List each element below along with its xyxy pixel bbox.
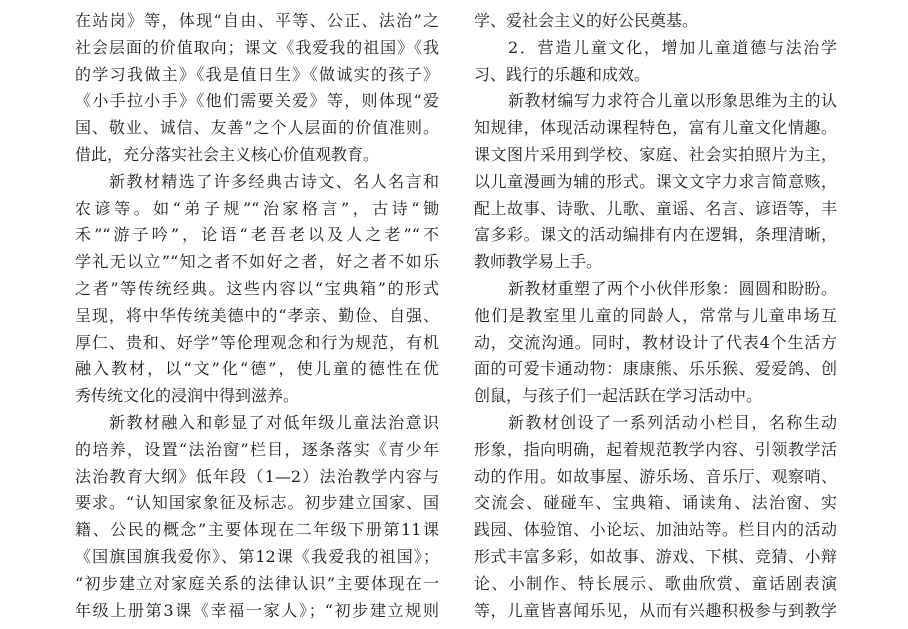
right-column	[474, 8, 837, 624]
text-line: 习、践行的乐趣和成效。	[474, 64, 651, 84]
text-line: 富多彩。课文的活动编排有内在逻辑，条理清晰，	[474, 225, 837, 245]
text-line: 厚仁、贵和、好学”等伦理观念和行为规范，有机	[75, 332, 439, 352]
text-line: 籍、公民的概念”主要体现在二年级下册第11课	[75, 520, 439, 540]
paragraph	[75, 410, 439, 624]
text-line: 学、爱社会主义的好公民奠基。	[474, 11, 699, 30]
paragraph	[474, 276, 837, 410]
text-line: 配上故事、诗歌、儿歌、童谣、名言、谚语等，丰	[474, 198, 837, 218]
text-line: 2．营造儿童文化，增加儿童道德与法治学	[508, 37, 837, 57]
text-line: 论、小制作、特长展示、歌曲欣赏、童话剧表演	[474, 573, 837, 593]
text-line: 等，儿童皆喜闻乐见，从而有兴趣积极参与到教学	[474, 600, 837, 620]
text-line: “初步建立对家庭关系的法律认识”主要体现在一	[75, 573, 439, 593]
text-line: 践园、体验馆、小论坛、加油站等。栏目内的活动	[474, 520, 837, 540]
text-line: 《小手拉小手》《他们需要关爱》等，则体现“爱	[75, 91, 439, 111]
section-heading	[474, 35, 837, 89]
text-line: 动的作用。如故事屋、游乐场、音乐厅、观察哨、	[474, 466, 837, 486]
paragraph	[474, 88, 837, 276]
paragraph	[75, 169, 439, 410]
text-line: 社会层面的价值取向；课文《我爱我的祖国》《我	[75, 37, 439, 57]
text-line: 教师教学易上手。	[474, 252, 603, 272]
text-line: 交流会、碰碰车、宝典箱、诵读角、法治窗、实	[474, 493, 837, 513]
text-line: 年级上册第3课《幸福一家人》；“初步建立规则	[75, 600, 439, 620]
text-line: 新教材创设了一系列活动小栏目，名称生动	[508, 412, 837, 432]
text-line: 新教材融入和彰显了对低年级儿童法治意识	[109, 412, 439, 432]
left-column	[75, 8, 439, 624]
text-line: 《国旗国旗我爱你》、第12课《我爱我的祖国》；	[75, 546, 439, 566]
text-line: 之者”等传统经典。这些内容以“宝典箱”的形式	[75, 278, 439, 298]
text-line: 创鼠，与孩子们一起活跃在学习活动中。	[474, 386, 763, 406]
text-line: 以儿童漫画为辅的形式。课文文字力求言简意赅，	[474, 171, 837, 191]
text-line: 呈现，将中华传统美德中的“孝亲、勤俭、自强、	[75, 305, 439, 325]
text-line: 的学习我做主》《我是值日生》《做诚实的孩子》	[75, 64, 439, 84]
text-line: 形象，指向明确，起着规范教学内容、引领教学活	[474, 439, 837, 459]
text-line: 秀传统文化的浸润中得到滋养。	[75, 386, 300, 406]
text-line: 要求。“认知国家象征及标志。初步建立国家、国	[75, 493, 439, 513]
text-line: 他们是教室里儿童的同龄人，常常与儿童串场互	[474, 305, 837, 325]
text-line: 课文图片采用到学校、家庭、社会实拍照片为主，	[474, 144, 837, 164]
paragraph	[474, 410, 837, 624]
text-line: 借此，充分落实社会主义核心价值观教育。	[75, 144, 380, 164]
text-line: 法治教育大纲》低年段（1—2）法治教学内容与	[75, 466, 439, 486]
text-line: 动，交流沟通。同时，教材设计了代表4个生活方	[474, 332, 837, 352]
text-line: 在站岗》等，体现“自由、平等、公正、法治”之	[75, 11, 439, 30]
text-line: 知规律，体现活动课程特色，富有儿童文化情趣。	[474, 118, 837, 138]
text-line: 形式丰富多彩，如故事、游戏、下棋、竞猜、小辩	[474, 546, 837, 566]
paragraph	[474, 8, 837, 35]
text-line: 的培养，设置“法治窗”栏目，逐条落实《青少年	[75, 439, 439, 459]
text-line: 学礼无以立”“知之者不如好之者，好之者不如乐	[75, 252, 439, 272]
text-line: 新教材精选了许多经典古诗文、名人名言和	[109, 171, 439, 191]
paragraph	[75, 8, 439, 169]
text-line: 融入教材，以“文”化“德”，使儿童的德性在优	[75, 359, 439, 379]
text-line: 新教材编写力求符合儿童以形象思维为主的认	[508, 91, 837, 111]
text-line: 农谚等。如“弟子规”“治家格言”，古诗“锄	[75, 198, 439, 218]
text-line: 面的可爱卡通动物：康康熊、乐乐猴、爱爱鸽、创	[474, 359, 837, 379]
text-line: 新教材重塑了两个小伙伴形象：圆圆和盼盼。	[508, 278, 837, 298]
text-line: 国、敬业、诚信、友善”之个人层面的价值准则。	[75, 118, 439, 138]
text-line: 禾”“游子吟”，论语“老吾老以及人之老”“不	[75, 225, 439, 245]
